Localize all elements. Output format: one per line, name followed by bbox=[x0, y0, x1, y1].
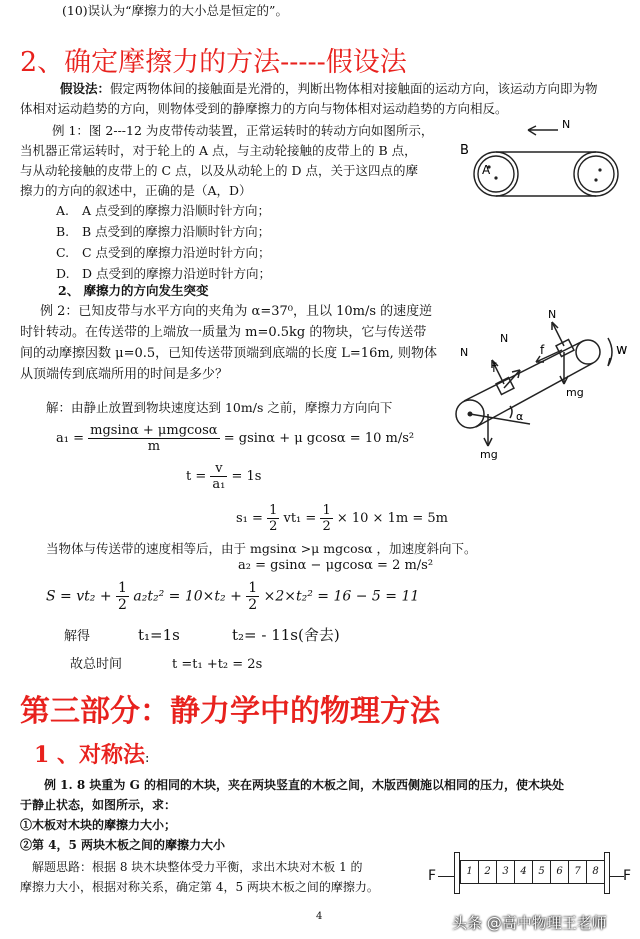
fig3-block-row bbox=[460, 860, 605, 884]
equation-t: t = $\frac{v}{\text{a₁}}$ = 1s bbox=[186, 461, 262, 492]
example1-line: 擦力的方向的叙述中，正确的是（A，D） bbox=[20, 183, 252, 198]
example1-line: 与从动轮接触的皮带上的 C 点，以及从动轮上的 D 点，关于这四点的摩 bbox=[20, 163, 418, 178]
fig3-force-left: F bbox=[428, 868, 437, 884]
solve-label: 解得 bbox=[64, 629, 91, 644]
fig2-label-f: f bbox=[540, 343, 545, 357]
option-list bbox=[56, 200, 271, 284]
fig2-label-alpha: α bbox=[516, 410, 524, 423]
subsection-title: 2、 摩擦力的方向发生突变 bbox=[58, 283, 209, 298]
example2-line: 时针转动。在传送带的上端放一质量为 m=0.5kg 的物块，它与传送带 bbox=[20, 325, 427, 340]
equation-s1: s₁ = $\frac{1}{2}$ vt₁ = $\frac{1}{2}$ × 10 × 1m = 5m bbox=[236, 503, 448, 534]
fig3-block: 1 bbox=[460, 860, 479, 884]
solution-intro: 解：由静止放置到物块速度达到 10m/s 之前，摩擦力方向向下 bbox=[46, 400, 393, 415]
watermark: 头条 @高中物理王老师 bbox=[452, 914, 607, 932]
example3-line-1: 例 1. 8 块重为 G 的相同的木块，夹在两块竖直的木板之间，木版西侧施以相同的压力，使木块处 bbox=[44, 778, 565, 792]
idea-line-2: 摩擦力大小，根据对称关系，确定第 4，5 两块木板之间的摩擦力。 bbox=[20, 880, 379, 894]
hypothesis-label: 假设法： bbox=[60, 81, 111, 96]
fig2-label-n: N bbox=[460, 346, 469, 359]
fig3-force-right: F bbox=[623, 868, 632, 884]
part3-title: 第三部分：静力学中的物理方法 bbox=[20, 694, 440, 729]
total-value: t =t₁ +t₂ = 2s bbox=[172, 657, 263, 672]
option-d: D. D 点受到的摩擦力沿逆时针方向； bbox=[56, 266, 271, 281]
fig3-block: 5 bbox=[533, 860, 551, 884]
fig1-label-n: N bbox=[562, 118, 571, 131]
equation-a2: a₂ = gsinα − μgcosα = 2 m/s² bbox=[238, 558, 434, 573]
fig2-label-mg: mg bbox=[566, 386, 584, 399]
fig3-arrow-left bbox=[438, 876, 454, 877]
example3-line-2: 于静止状态，如图所示，求： bbox=[20, 798, 177, 812]
fig2-label-f: f bbox=[492, 361, 497, 375]
fig1-label-a: A bbox=[482, 163, 491, 177]
example1-line: 例 1：图 2---12 为皮带传动装置，正常运转时的转动方向如图所示， bbox=[52, 123, 434, 138]
example2-line: 从顶端传到底端所用的时间是多少？ bbox=[20, 367, 229, 382]
hypothesis-line-2: 体相对运动趋势的方向，则物体受到的静摩擦力的方向与物体相对运动趋势的方向相反。 bbox=[20, 101, 508, 116]
solution-text-2: 当物体与传送带的速度相等后，由于 mgsinα >μ mgcosα ，加速度斜向下。 bbox=[46, 541, 477, 556]
hypothesis-line-1: 假设法：假定两物体间的接触面是光滑的，判断出物体相对接触面的运动方向，该运动方向即为物 bbox=[60, 81, 598, 96]
total-label: 故总时间 bbox=[70, 657, 123, 672]
section-title-2: 2、确定摩擦力的方法-----假设法 bbox=[20, 47, 407, 78]
fig2-label-mg: mg bbox=[480, 448, 498, 461]
fig3-arrow-right bbox=[610, 876, 624, 877]
example1-line: 当机器正常运转时，对于轮上的 A 点，与主动轮接触的皮带上的 B 点， bbox=[20, 143, 417, 158]
page-number: 4 bbox=[316, 911, 323, 922]
example2-line: 间的动摩擦因数 μ=0.5，已知传送带顶端到底端的长度 L=16m, 则物体 bbox=[20, 346, 437, 361]
symmetry-title: 1 、对称法: bbox=[34, 742, 150, 768]
question-1: ①木板对木块的摩擦力大小； bbox=[20, 818, 177, 832]
question-2: ②第 4，5 两块木板之间的摩擦力大小 bbox=[20, 838, 226, 852]
example2-line: 例 2：已知皮带与水平方向的夹角为 α=37⁰，且以 10m/s 的速度逆 bbox=[40, 304, 433, 319]
fig3-block: 2 bbox=[479, 860, 497, 884]
idea-line-1: 解题思路：根据 8 块木块整体受力平衡，求出木块对木板 1 的 bbox=[32, 860, 363, 874]
equation-s: S = vt₂ + $\frac{1}{2}$ a₂t₂² = 10×t₂ + $\frac{1}{2}$ ×2×t₂² = 16 − 5 = 11 bbox=[46, 580, 420, 613]
item-10: (10)误认为“摩擦力的大小总是恒定的”。 bbox=[62, 3, 288, 18]
fig3-block: 3 bbox=[497, 860, 515, 884]
fig1-label-b: B bbox=[460, 143, 469, 158]
t2-value: t₂= - 11s(舍去) bbox=[232, 626, 340, 644]
t1-value: t₁=1s bbox=[138, 626, 180, 644]
fig3-block: 4 bbox=[515, 860, 533, 884]
fig2-label-n: N bbox=[548, 308, 557, 321]
fig2-label-n: N bbox=[500, 332, 509, 345]
fig3-block: 7 bbox=[569, 860, 587, 884]
belt-drive-figure bbox=[450, 112, 630, 222]
fig3-board-right bbox=[604, 852, 610, 894]
option-b: B. B 点受到的摩擦力沿顺时针方向； bbox=[56, 224, 271, 239]
blocks-figure bbox=[428, 850, 634, 900]
option-c: C. C 点受到的摩擦力沿逆时针方向； bbox=[56, 245, 271, 260]
incline-conveyor-figure bbox=[440, 306, 640, 466]
fig2-label-w: w bbox=[616, 342, 628, 358]
equation-a1: a₁ = $\frac{\text{mgsinα + μmgcosα}}{m}$ = gsinα + μ gcosα = 10 m/s² bbox=[56, 423, 415, 454]
fig3-block: 6 bbox=[551, 860, 569, 884]
option-a: A. A 点受到的摩擦力沿顺时针方向； bbox=[56, 203, 271, 218]
fig3-block: 8 bbox=[587, 860, 605, 884]
